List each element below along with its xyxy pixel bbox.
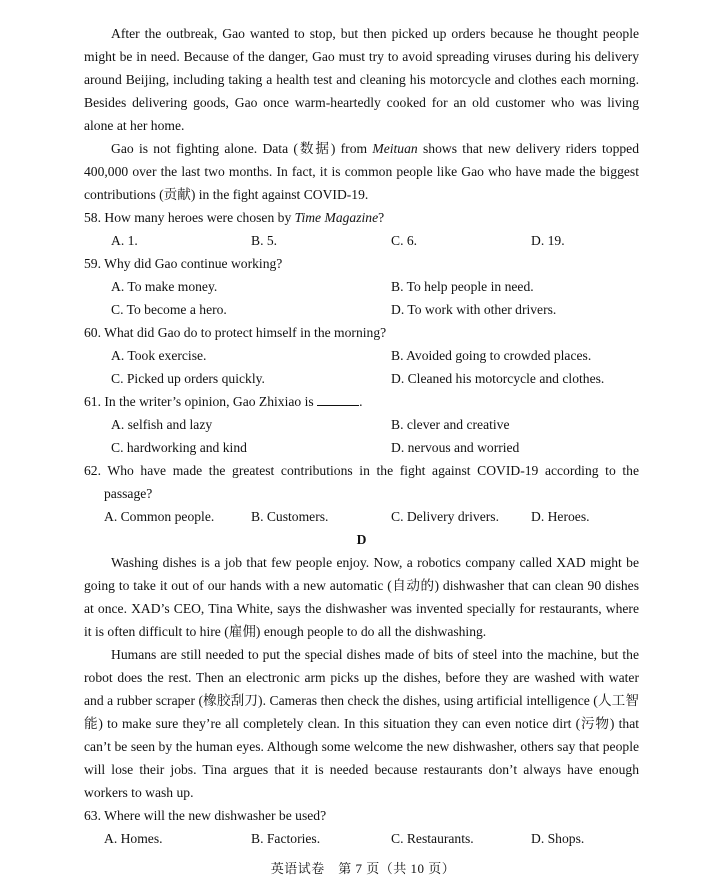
paragraph-text: shows that new delivery riders topped 400,000 over the last two months. In fact, it is common people like Gao who have made the biggest contributions (贡献) in the fight against COVID-19. <box>84 141 640 202</box>
question-59: 59. Why did Gao continue working? <box>84 256 283 271</box>
magazine-title: Time Magazine <box>294 210 379 225</box>
question-stem-end: . <box>359 394 363 409</box>
options-59-row2 <box>84 298 639 321</box>
passage-paragraph <box>84 137 639 206</box>
question-stem-end: ? <box>378 210 385 225</box>
options-60-row1 <box>84 344 639 367</box>
option-a: A. Took exercise. <box>111 348 207 363</box>
option-c: C. Restaurants. <box>391 831 474 846</box>
option-b: B. Avoided going to crowded places. <box>391 348 592 363</box>
passage-paragraph: Humans are still needed to put the special dishes made of bits of steel into the machine, but the robot does the rest. Then an electronic arm picks up the dishes, before they are washed with water and a rubber scraper (橡胶刮刀). Cameras then check the dishes, using artificial intelligence (人工智能) to make sure they’re all completely clean. In this situation they can even notice dirt (污物) that can’t be seen by the human eyes. Although some welcome the new dishwasher, others say that people will lose their jobs. Tina argues that it is needed because restaurants don’t always have enough workers to wash up. <box>84 647 639 800</box>
option-d: D. Cleaned his motorcycle and clothes. <box>391 371 605 386</box>
options-58 <box>84 229 639 252</box>
options-63 <box>84 827 639 850</box>
option-a: A. To make money. <box>111 279 218 294</box>
option-b: B. Factories. <box>251 831 321 846</box>
question-60: 60. What did Gao do to protect himself in the morning? <box>84 325 387 340</box>
option-b: B. 5. <box>251 233 278 248</box>
option-d: D. Heroes. <box>531 509 590 524</box>
option-b: B. To help people in need. <box>391 279 534 294</box>
option-a: A. Homes. <box>104 831 163 846</box>
options-61-row1 <box>84 413 639 436</box>
option-d: D. To work with other drivers. <box>391 302 557 317</box>
question-62: 62. Who have made the greatest contributions in the fight against COVID-19 according to the passage? <box>84 463 639 501</box>
passage-paragraph: Washing dishes is a job that few people enjoy. Now, a robotics company called XAD might be going to take it out of our hands with a new automatic (自动的) dishwasher that can clean 90 dishes at once. XAD’s CEO, Tina White, says the dishwasher was invented specially for restaurants, where it is often difficult to hire (雇佣) enough people to do all the dishwashing. <box>84 555 639 639</box>
question-58 <box>84 206 639 229</box>
options-62 <box>84 505 639 528</box>
options-61-row2 <box>84 436 639 459</box>
section-heading: D <box>356 532 367 547</box>
option-b: B. clever and creative <box>391 417 510 432</box>
question-stem: 61. In the writer’s opinion, Gao Zhixiao is <box>84 394 318 409</box>
answer-blank <box>317 393 359 406</box>
page-footer: 英语试卷 第 7 页（共 10 页） <box>270 861 456 876</box>
question-stem: 58. How many heroes were chosen by <box>84 210 295 225</box>
exam-page <box>84 22 639 850</box>
option-c: C. To become a hero. <box>111 302 227 317</box>
option-a: A. Common people. <box>104 509 215 524</box>
option-c: C. hardworking and kind <box>111 440 247 455</box>
option-c: C. Picked up orders quickly. <box>111 371 265 386</box>
option-a: A. 1. <box>111 233 138 248</box>
option-d: D. Shops. <box>531 831 585 846</box>
option-c: C. Delivery drivers. <box>391 509 499 524</box>
option-c: C. 6. <box>391 233 418 248</box>
paragraph-text: Gao is not fighting alone. Data (数据) from <box>111 141 373 156</box>
options-60-row2 <box>84 367 639 390</box>
option-d: D. 19. <box>531 233 565 248</box>
option-b: B. Customers. <box>251 509 329 524</box>
options-59-row1 <box>84 275 639 298</box>
passage-paragraph: After the outbreak, Gao wanted to stop, but then picked up orders because he thought people might be in need. Because of the danger, Gao must try to avoid spreading viruses during his delivery around Beijing, including taking a health test and cleaning his motorcycle and clothes each morning. Besides delivering goods, Gao once warm-heartedly cooked for an old customer who was living alone at her home. <box>84 26 639 133</box>
option-d: D. nervous and worried <box>391 440 520 455</box>
option-a: A. selfish and lazy <box>111 417 213 432</box>
source-name: Meituan <box>372 141 418 156</box>
question-61 <box>84 390 639 413</box>
question-63: 63. Where will the new dishwasher be used? <box>84 808 327 823</box>
